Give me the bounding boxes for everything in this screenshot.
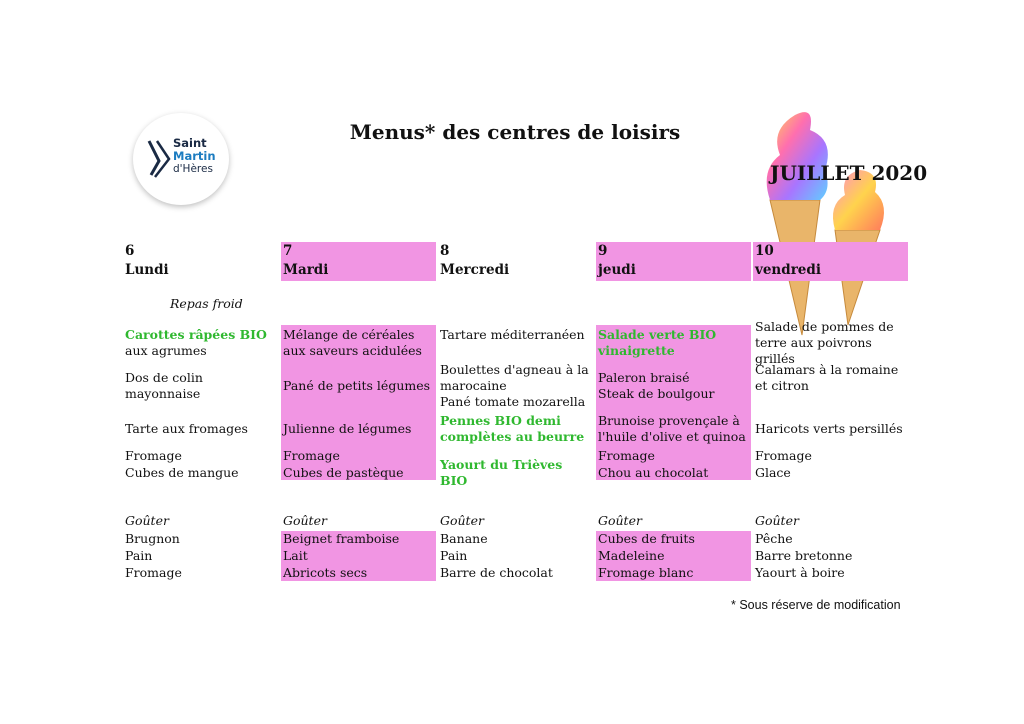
gouter-label: Goûter: [125, 513, 169, 528]
gouter-label: Goûter: [755, 513, 799, 528]
gouter-item: Cubes de fruits: [598, 531, 695, 546]
side-lundi: Tarte aux fromages: [125, 421, 248, 436]
day-name: Lundi: [125, 262, 169, 278]
gouter-label: Goûter: [598, 513, 642, 528]
day-name: vendredi: [755, 262, 821, 278]
main-jeudi: Paleron braisé Steak de boulgour: [598, 370, 715, 401]
main-vendredi: Calamars à la romaine et citron: [755, 362, 899, 393]
gouter-item: Banane: [440, 531, 488, 546]
day-number: 8: [440, 243, 450, 259]
gouter-item: Pain: [125, 548, 153, 563]
gouter-label: Goûter: [440, 513, 484, 528]
gouter-label: Goûter: [283, 513, 327, 528]
starter-jeudi: Salade verte BIO vinaigrette: [598, 327, 717, 358]
starter-rest: aux agrumes: [125, 343, 207, 358]
gouter-item: Lait: [283, 548, 308, 563]
gouter-item: Brugnon: [125, 531, 180, 546]
day-header-jeudi: [596, 242, 751, 281]
main-mardi: Pané de petits légumes: [283, 378, 431, 393]
side-mercredi: Pennes BIO demi complètes au beurre: [440, 413, 585, 444]
month-label: JUILLET 2020: [770, 161, 928, 185]
dessert-mardi: Cubes de pastèque: [283, 465, 404, 480]
gouter-item: Barre de chocolat: [440, 565, 553, 580]
starter-lundi: [123, 326, 277, 360]
ice-cream-cones-illustration: [740, 100, 900, 340]
day-number: 6: [125, 243, 135, 259]
gouter-item: Fromage: [125, 565, 182, 580]
gouter-item: Pêche: [755, 531, 793, 546]
main-mercredi: Boulettes d'agneau à la marocaine Pané tomate mozarella: [440, 362, 589, 409]
starter-mercredi: Tartare méditerranéen: [440, 326, 585, 342]
gouter-item: Fromage blanc: [598, 565, 694, 580]
footnote: * Sous réserve de modification: [731, 598, 901, 612]
day-header-mardi: [281, 242, 436, 281]
side-mardi: Julienne de légumes: [283, 421, 412, 436]
dessert-vendredi: Glace: [755, 465, 791, 480]
logo-line-1: Saint: [173, 136, 207, 150]
gouter-item: Beignet framboise: [283, 531, 400, 546]
day-name: Mardi: [283, 262, 329, 278]
repas-froid-label: Repas froid: [170, 296, 243, 311]
gouter-item: Barre bretonne: [755, 548, 853, 563]
day-name: Mercredi: [440, 262, 510, 278]
day-number: 9: [598, 243, 608, 259]
day-number: 10: [755, 243, 774, 259]
logo-swoosh-icon: [145, 139, 175, 179]
cheese-vendredi: Fromage: [755, 448, 812, 463]
cheese-mardi: Fromage: [283, 448, 340, 463]
gouter-item: Yaourt à boire: [755, 565, 845, 580]
cheese-lundi: Fromage: [125, 448, 182, 463]
saint-martin-dheres-logo: [133, 113, 229, 205]
dessert-mercredi: Yaourt du Trièves BIO: [440, 457, 563, 488]
side-vendredi: Haricots verts persillés: [755, 421, 903, 436]
day-header-vendredi: [753, 242, 908, 281]
starter-vendredi: Salade de pommes de terre aux poivrons grillés: [755, 319, 894, 366]
logo-text: [173, 137, 216, 176]
logo-line-3: d'Hères: [173, 163, 213, 175]
gouter-item: Abricots secs: [283, 565, 368, 580]
day-number: 7: [283, 243, 293, 259]
day-name: jeudi: [598, 262, 636, 278]
page-title: Menus* des centres de loisirs: [349, 120, 681, 144]
starter-mardi: Mélange de céréales aux saveurs acidulées: [283, 327, 422, 358]
day-header-mercredi: [438, 242, 593, 281]
gouter-item: Madeleine: [598, 548, 665, 563]
day-header-lundi: [123, 242, 278, 281]
bio-label: Carottes râpées BIO: [125, 327, 267, 342]
side-jeudi: Brunoise provençale à l'huile d'olive et quinoa: [598, 413, 746, 444]
logo-line-2: Martin: [173, 149, 216, 163]
main-lundi: Dos de colin mayonnaise: [125, 370, 203, 401]
gouter-item: Pain: [440, 548, 468, 563]
dessert-lundi: Cubes de mangue: [125, 465, 239, 480]
cheese-jeudi: Fromage: [598, 448, 655, 463]
dessert-jeudi: Chou au chocolat: [598, 465, 709, 480]
